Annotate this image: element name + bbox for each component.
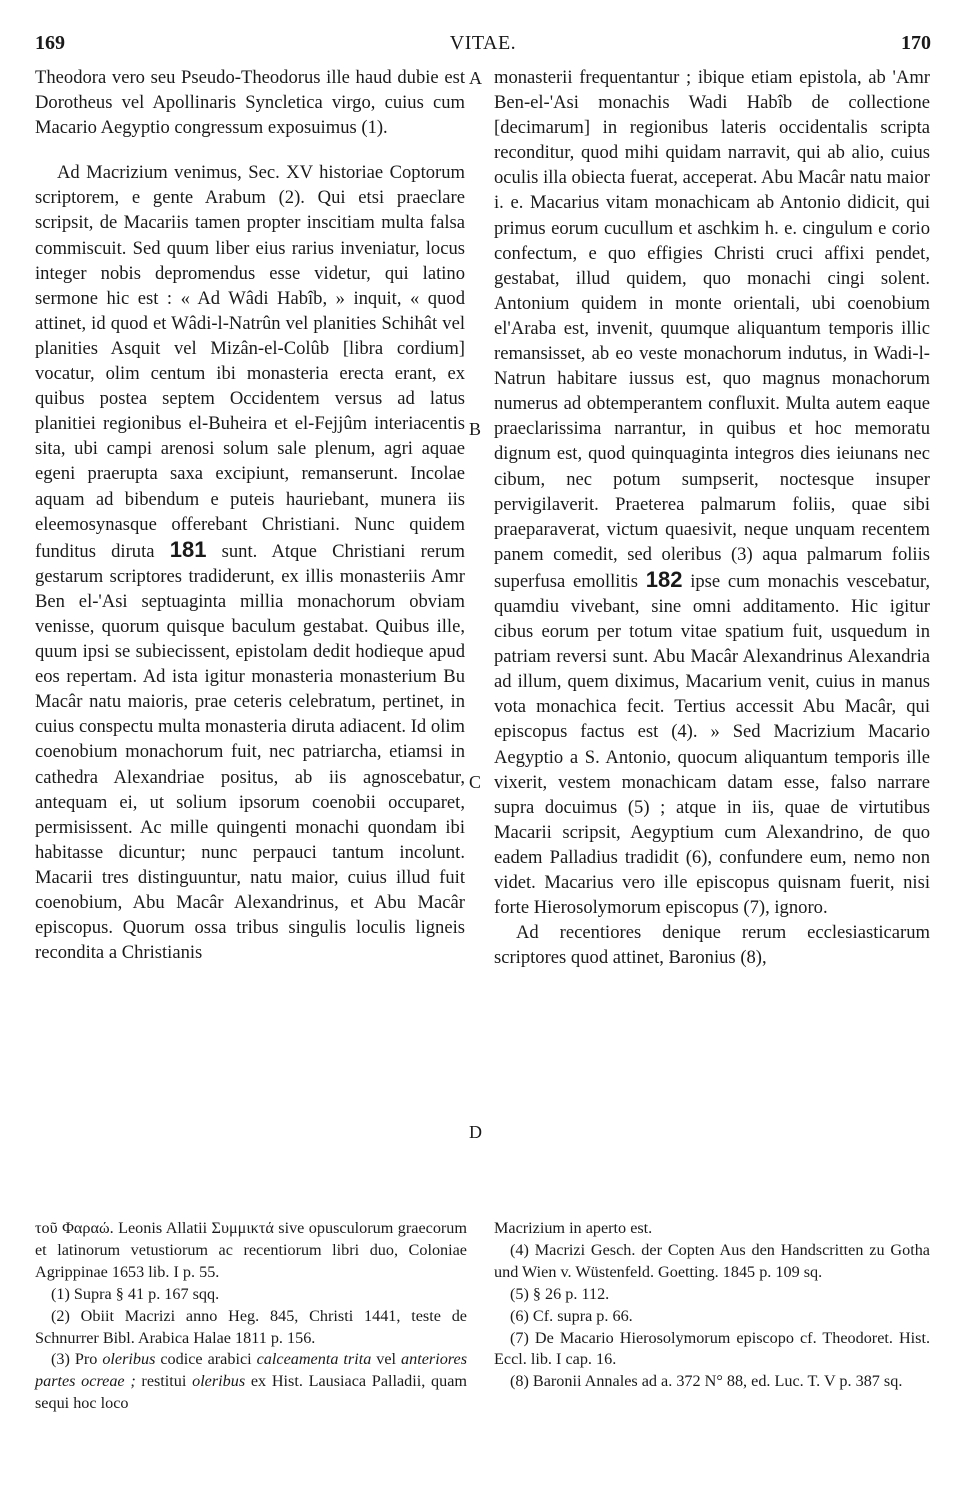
footnote-text: restitui: [135, 1372, 193, 1391]
footnote: (6) Cf. supra p. 66.: [510, 1306, 633, 1325]
paragraph: [494, 65, 930, 920]
margin-page-number: 181: [169, 536, 207, 562]
footnote-text: codice arabici: [155, 1350, 257, 1369]
footnotes-right: [494, 1218, 930, 1393]
paragraph-text: Ad Macrizium venimus, Sec. XV historiae Coptorum scriptorem, e gente Arabum (2). Qui etsi praeclare scripsit, de Macariis tamen propter inscitiam multa falsa commiscuit. Sed quum liber eius rarius inveniatur, locus integer nobis depromendus esse videtur, qui latino sermone hic est : « Ad Wâdi Habîb, » inquit, « quod attinet, id quod et Wâdi-l-Natrûn vel planities Schihât vel planities Asquit vel Mizân-el-Colûb [libra cordium] vocatur, olim centum ibi monasteria erecta erant, ex quibus postea septem Occidentem versus ad latus planitiei regionibus el-Buheira et el-Fejjûm interiacentis sita, ubi campi arenosi solum sale plenum, agri aquae egeni praerupta saxa excipiunt, remanserunt. Incolae aquam ad bibendum e puteis hauriebant, munera iis eleemosynasque offerebant Christiani. Nunc quidem funditus diruta: [35, 162, 465, 562]
footnote-italic: anteriores partes ocreae ;: [35, 1350, 467, 1391]
section-marker-a: A: [469, 68, 482, 88]
section-marker-d: D: [469, 1122, 482, 1142]
right-column: [494, 65, 930, 970]
footnote-italic: oleribus: [192, 1372, 246, 1391]
paragraph-text: sunt. Atque Christiani rerum gestarum scriptores tradiderunt, ex illis monasteriis Amr Ben el-'Asi septuaginta millia monachorum obviam venisse, quorum quisque baculum gestabat. Quibus ille, quum ipsi se subiecissent, epistolam dedit hodieque apud eos repertam. Ad ista igitur monasteria monasterium Bu Macâr natu maioris, prae ceteris celebratum, pertinet, in cuius conspectu multa monasteria diruta adiacent. Id olim coenobium monachorum fuit, nec patriarcha, etiamsi in cathedra Alexandriae positus, ab iis agnoscebatur, antequam ei, ut solium ipsorum coenobii occuparet, permisissent. Ac mille quingenti monachi quondam ibi habitasse dicuntur; nunc perpauci tantum incolunt. Macarii tres distinguuntur, natu maior, cuius illud fuit coenobium, Abu Macâr Alexandrinus, et Abu Macâr episcopus. Quorum ossa tribus singulis loculis ligneis recondita a Christianis: [35, 540, 466, 964]
footnote-italic: oleribus: [102, 1350, 156, 1369]
footnote: (7) De Macario Hierosolymorum episcopo cf. Theodoret. Hist. Eccl. lib. I cap. 16.: [494, 1328, 930, 1369]
paragraph-text: ipse cum monachis vescebatur, quamdiu vivebant, sine omni additamento. Hic igitur cibus eorum per totum vitae spatium fuit, usquedum in patriam reversi sunt. Abu Macâr Alexandrinus Alexandria ad illum, quem diximus, Macarium venit, cuius in manus vota monachica fecit. Tertius accessit Abu Macâr, qui episcopus factus est (4). » Sed Macrizium Macario Aegyptio a S. Antonio, quocum aliquantum temporis ille vixerit, vestem monachicam datam esse, falso narrare supra docuimus (5) ; atque in iis, quae de virtutibus Macarii scripsit, Aegyptium cum Alexandrino, de quo eadem Palladius tradidit (6), confundere eum, nemo non videt. Macarius vero ille episcopus quisnam fuerit, nisi forte Hierosolymorum episcopus (7), ignoro.: [494, 570, 930, 919]
page-number-right: 170: [901, 32, 931, 54]
footnote: (8) Baronii Annales ad a. 372 N° 88, ed. Luc. T. V p. 387 sq.: [510, 1372, 903, 1391]
footnote: Macrizium in aperto est.: [494, 1219, 653, 1237]
section-marker-c: C: [469, 772, 482, 792]
running-title: VITAE.: [449, 32, 517, 54]
footnote: (4) Macrizi Gesch. der Copten Aus den Handscritten zu Gotha und Wien v. Wüstenfeld. Goetting. 1845 p. 109 sq.: [494, 1240, 930, 1281]
paragraph-text: monasterii frequentantur ; ibique etiam epistola, ab 'Amr Ben-el-'Asi monachis Wadi Habîb de collectione [decimarum] in regionibus lateris occidentalis scripta reconditur, quod mihi quidam narravit, qui ab alio, cuius oculis illa obiecta fuerat, acceperat. Abu Macâr natu maior i. e. Macarius vitam monachicam ab Antonio didicit, qui primus eorum cucullum et aschkim h. e. cingulum e corio confectum, e quo effigies Christi cruci affixi pendet, gestabat, illud quidem, quo monachi cingi solent. Antonium quidem in monte orientali, ubi coenobium el'Araba est, invenit, quumque aliquantum temporis illic remansisset, ab eo veste monachorum indutus, in Wadi-l-Natrun habitare iussus est, quo magnus monachorum numerus ad obtemperantem confluxit. Multa autem eaque praeclarissima narrantur, in quibus et hoc memoratu dignum est, quod quinquaginta integros dies ieiunans nec cibum, nec potum sumpserit, noctesque insuper pervigilaverit. Praeterea palmarum foliis, quae sibi praeparaverat, victum quaesivit, neque unquam recentem panem comedit, sed oleribus (3) aqua palmarum foliis superfusa emollitis: [494, 67, 930, 592]
footnote: (2) Obiit Macrizi anno Heg. 845, Christi 1441, teste de Schnurrer Bibl. Arabica Halae 1811 p. 156.: [35, 1306, 467, 1347]
section-marker-b: B: [469, 419, 482, 439]
paragraph: [35, 160, 465, 965]
footnote: τοῦ Φαραώ. Leonis Allatii Συμμικτά sive opusculorum graecorum et latinorum vetustiorum ac recentiorum libri duo, Coloniae Agrippinae 1653 lib. I p. 55.: [35, 1219, 467, 1281]
paragraph: Ad recentiores denique rerum ecclesiasticarum scriptores quod attinet, Baronius (8),: [494, 922, 930, 969]
footnote: [35, 1349, 467, 1415]
running-header: [35, 30, 931, 56]
page-number-left: 169: [35, 32, 65, 54]
footnote-text: vel: [371, 1350, 402, 1369]
left-column: [35, 65, 465, 965]
footnote-text: ex Hist. Lausiaca Palladii, quam sequi hoc loco: [35, 1372, 467, 1413]
paragraph: Theodora vero seu Pseudo-Theodorus ille haud dubie est Dorotheus vel Apollinaris Syncletica virgo, cuius cum Macario Aegyptio congressum exposuimus (1).: [35, 67, 465, 139]
footnote: (5) § 26 p. 112.: [510, 1284, 610, 1303]
margin-page-number: 182: [645, 566, 683, 592]
footnote-text: (3) Pro: [51, 1350, 103, 1369]
footnote: (1) Supra § 41 p. 167 sqq.: [51, 1284, 220, 1303]
footnotes-left: [35, 1218, 467, 1415]
footnote-italic: calceamenta trita: [256, 1350, 372, 1369]
